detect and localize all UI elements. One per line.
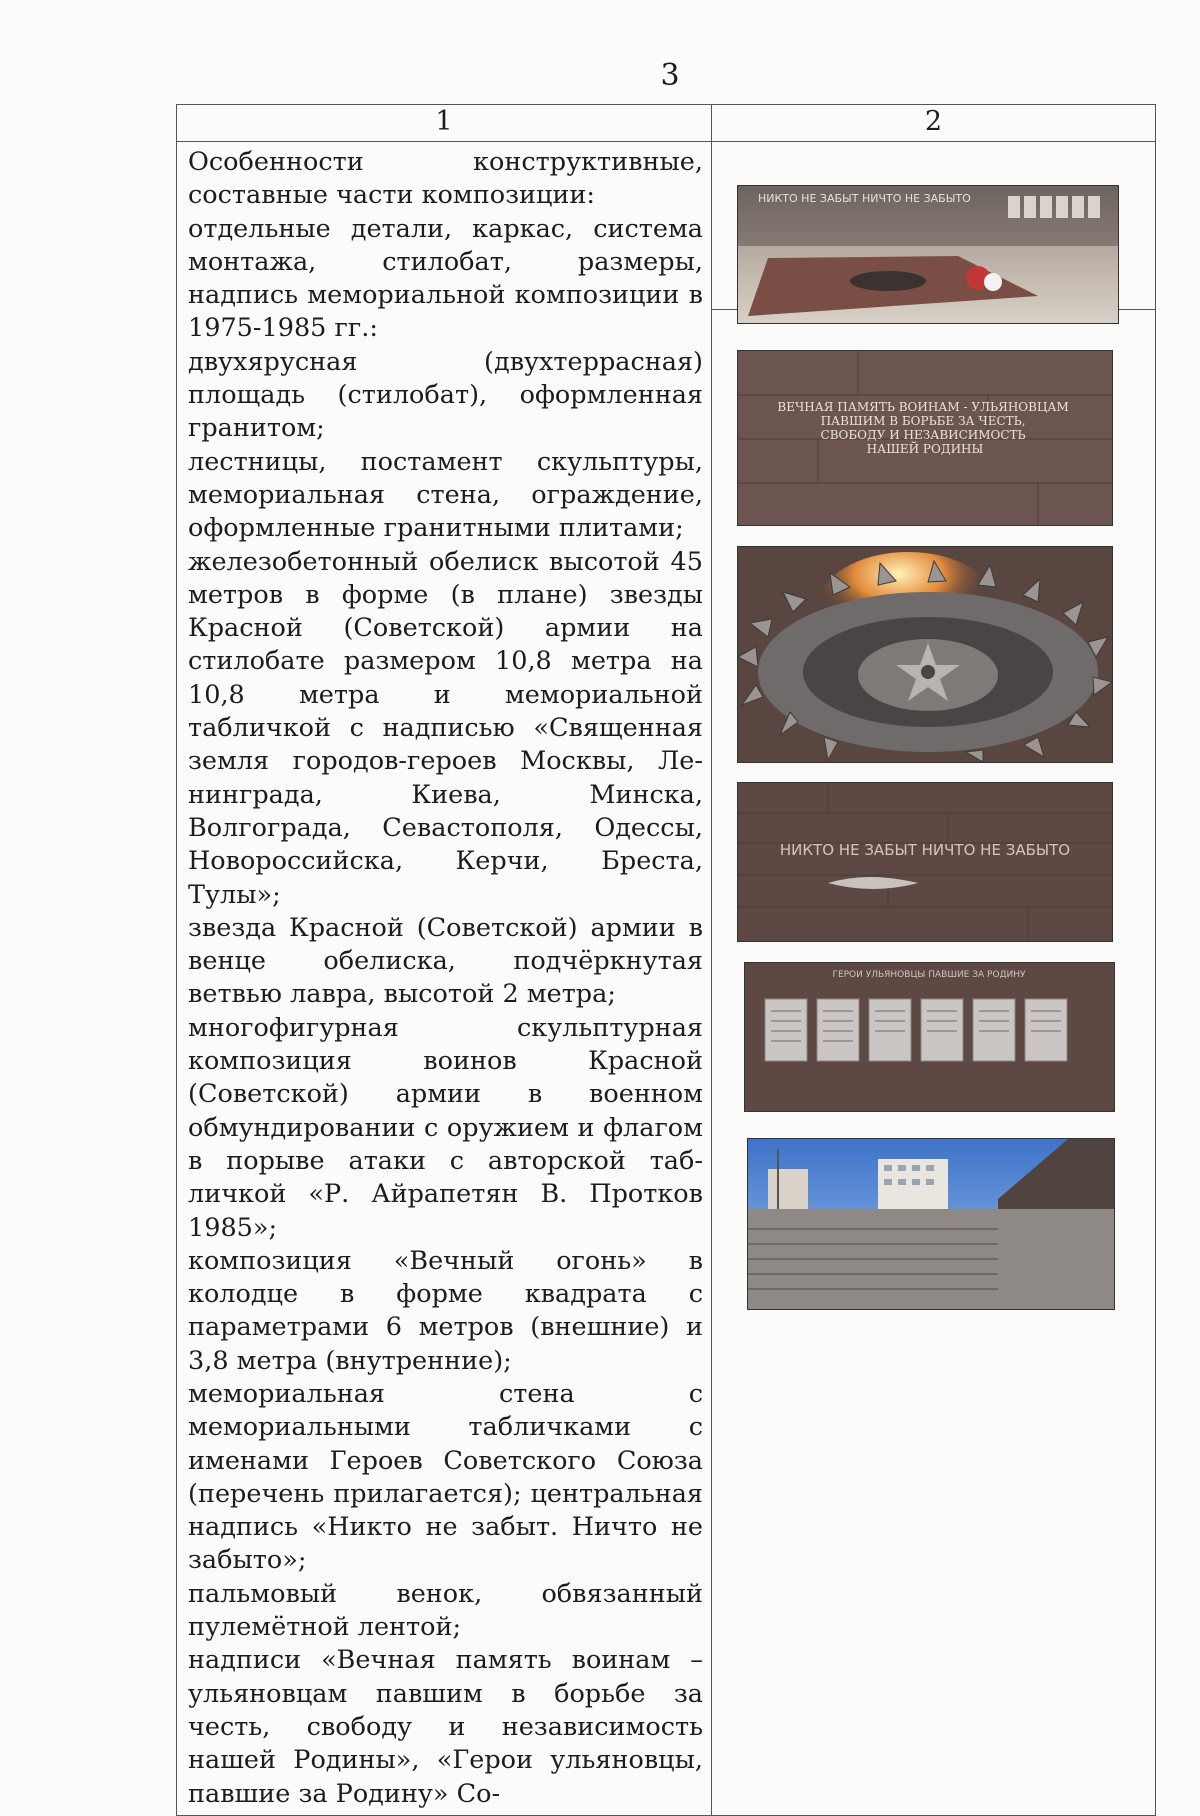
paragraph: пальмовый венок, обвязанный пулемётной лентой; [188,1578,703,1643]
paragraph: Особенности конструктивные, составные части композиции: [188,147,703,211]
photo-2-caption-line-4: НАШЕЙ РОДИНЫ [866,442,984,456]
photo-2-caption-line-1: ВЕЧНАЯ ПАМЯТЬ ВОИНАМ - УЛЬЯНОВЦАМ [777,400,1069,414]
table-body-row [177,142,1156,310]
image-cell-bottom [712,310,1156,1816]
photo-4-caption: НИКТО НЕ ЗАБЫТ НИЧТО НЕ ЗАБЫТО [779,841,1071,859]
paragraph: двухярусная (двухтеррасная) площадь (стилобат), оформленная гранитом; [188,346,703,444]
photo-2-caption-line-2: ПАВШИМ В БОРЬБЕ ЗА ЧЕСТЬ, [820,414,1026,428]
paragraph: композиция «Вечный огонь» в колодце в форме квадрата с параметрами 6 метров (внешние) и 3,8 метра (внутренние); [188,1245,703,1376]
paragraph: звезда Красной (Советской) армии в венце обелиска, подчёркнутая ветвью лавра, высотой 2 метра; [188,912,703,1010]
document-table [176,104,1156,1816]
paragraph: железобетонный обелиск высотой 45 метров в форме (в плане) звезды Красной (Советской) армии на стилобате размером 10,8 метра на 10,8 метра и мемориальной табличкой с надписью «Священная земля городов-героев Москвы, Ленинграда, Киева, Минска, Волгограда, Севастополя, Одессы, Новороссийска, Керчи, Бреста, Тулы»; [188,546,703,910]
photo-2-caption-line-3: СВОБОДУ И НЕЗАВИСИМОСТЬ [820,428,1026,442]
photo-1-caption: НИКТО НЕ ЗАБЫТ НИЧТО НЕ ЗАБЫТО [758,192,971,205]
photo-eternal-flame-bowl [737,546,1113,763]
photo-eternal-flame-platform [737,185,1119,324]
paragraph: мемориальная стена с мемориальными табличками с именами Героев Советского Союза (перечень прилагается); центральная надпись «Никто не забыт. Ничто не забыто»; [188,1378,703,1576]
photo-stairs-square [747,1138,1115,1310]
photo-memorial-inscription [737,350,1113,526]
photo-wall-inscription [737,782,1113,942]
photo-hero-plaques [744,962,1115,1112]
image-cell-top [712,142,1156,310]
paragraph: многофигурная скульптурная композиция воинов Красной (Советской) армии в военном обмундировании с оружием и флагом в порыве атаки с авторской табличкой «Р. Айрапетян В. Протков 1985»; [188,1012,703,1243]
paragraph: лестницы, постамент скульптуры, мемориальная стена, ограждение, оформленные гранитными плитами; [188,446,703,544]
page-number: 3 [660,58,680,93]
paragraph: надписи «Вечная память воинам – ульяновцам павшим в борьбе за честь, свободу и независимость нашей Родины», «Герои ульяновцы, павшие за Родину» Со- [188,1645,703,1809]
table-header-row [177,105,1156,142]
paragraph: отдельные детали, каркас, система монтажа, стилобат, размеры, надпись мемориальной композиции в 1975-1985 гг.: [188,213,703,344]
description-cell [177,142,712,1816]
column-header-1: 1 [177,105,712,142]
column-header-2: 2 [712,105,1156,142]
photo-5-caption: ГЕРОИ УЛЬЯНОВЦЫ ПАВШИЕ ЗА РОДИНУ [832,970,1026,980]
